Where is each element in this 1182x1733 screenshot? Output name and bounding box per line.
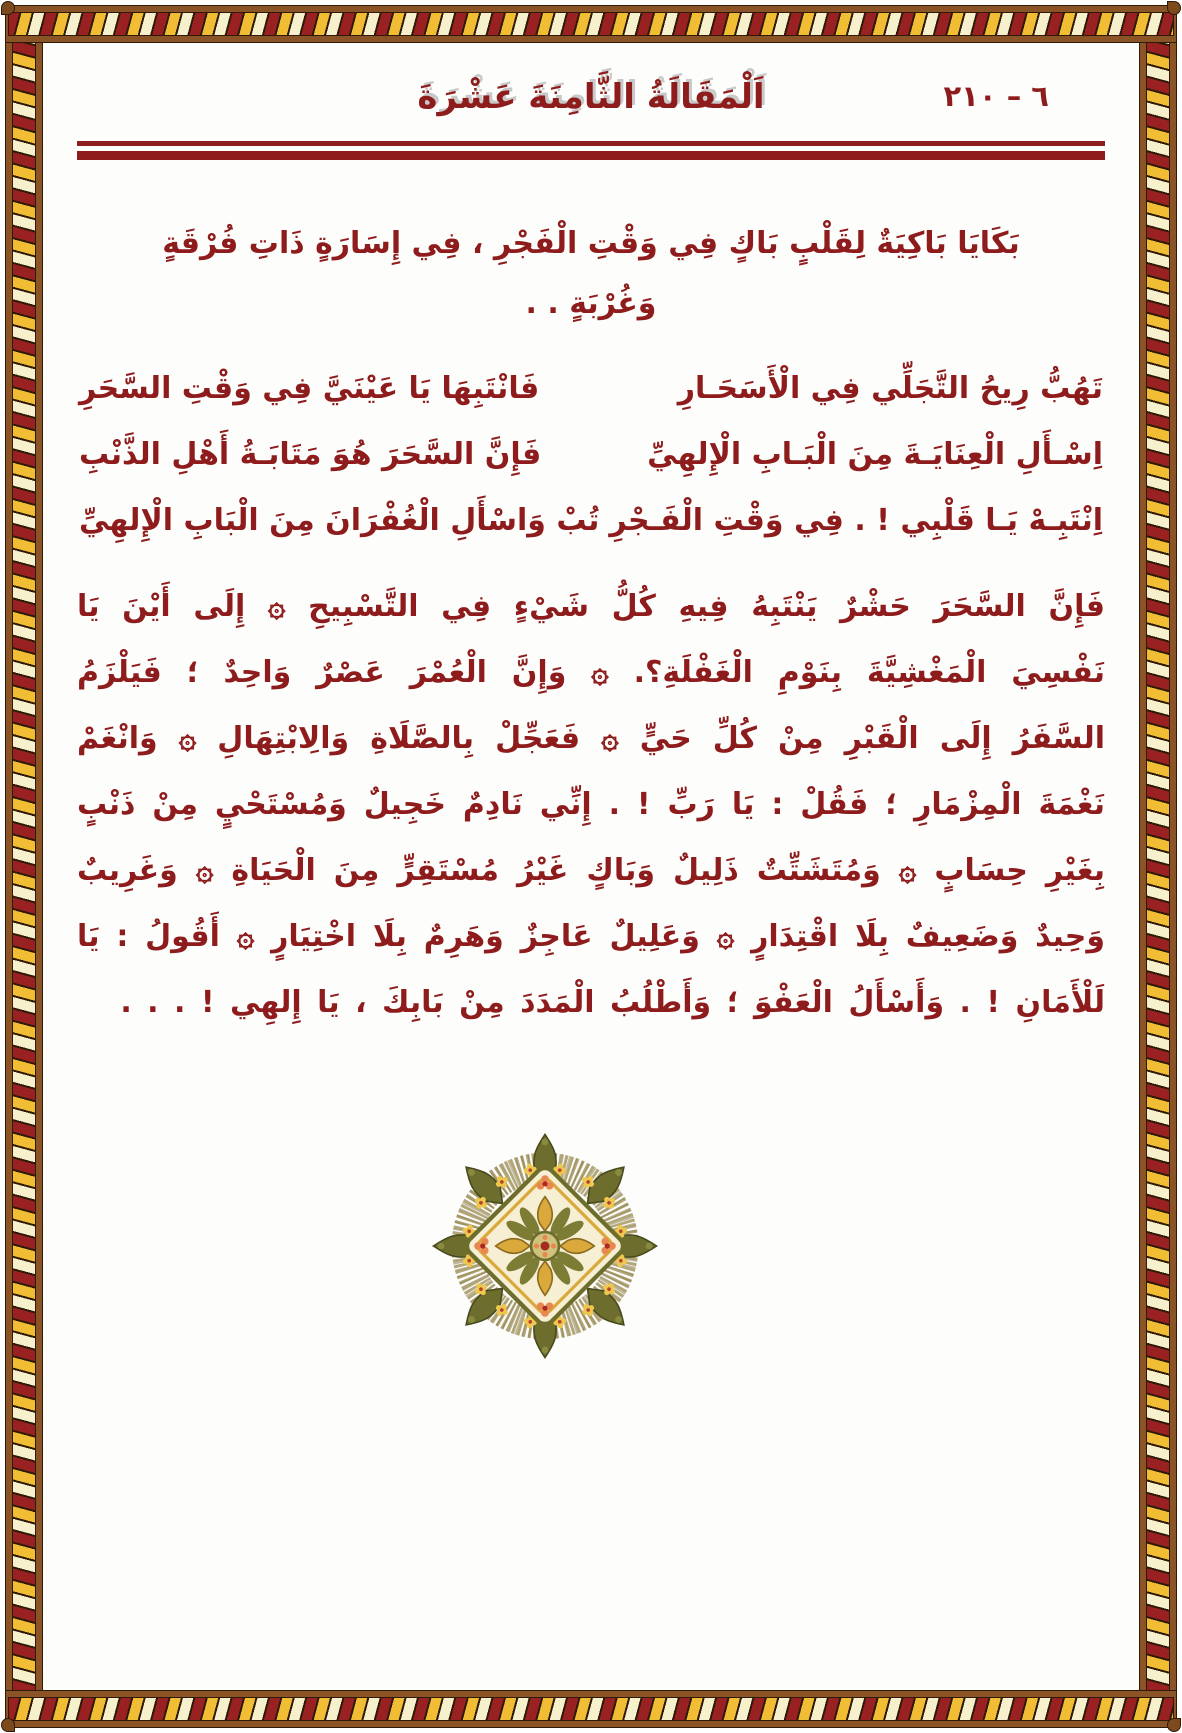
header-divider bbox=[77, 141, 1105, 160]
poem-block bbox=[75, 356, 1107, 554]
divider-rule-thick bbox=[77, 151, 1105, 160]
border-top bbox=[5, 5, 1177, 43]
opening-line: بَكَايَا بَاكِيَةٌ لِقَلْبٍ بَاكٍ فِي وَقْتِ الْفَجْرِ ، فِي إِسَارَةٍ ذَاتِ فُرْقَةٍ وَغُرْبَةٍ . . bbox=[162, 226, 1020, 321]
ornament-section bbox=[75, 1128, 1107, 1368]
page-number: ٦ – ٢١٠ bbox=[943, 79, 1049, 113]
corner-knob-icon bbox=[1167, 1, 1181, 15]
corner-knob-icon bbox=[1, 1, 15, 15]
page-title: اَلْمَقَالَةُ الثَّامِنَةَ عَشْرَةَ bbox=[417, 77, 765, 117]
hemistich-right: تَهُبُّ رِيحُ التَّجَلِّي فِي الْأَسَحَـارِ bbox=[677, 371, 1103, 406]
poem-verse bbox=[79, 488, 1103, 554]
border-left bbox=[5, 5, 43, 1728]
hemistich-right: اِسْـأَلِ الْعِنَايَـةَ مِنَ الْبَـابِ الْإِلهِيِّ bbox=[647, 437, 1103, 472]
corner-knob-icon bbox=[1, 1718, 15, 1732]
poem-verse bbox=[79, 356, 1103, 422]
page-body bbox=[43, 43, 1139, 1690]
hemistich-right: اِنْتَبِـهْ يَـا قَلْبِي ! . فِي وَقْتِ الْفَـجْرِ bbox=[609, 503, 1103, 538]
poem-verse bbox=[79, 422, 1103, 488]
hemistich-left: فَإِنَّ السَّحَرَ هُوَ مَتَابَـةُ أَهْلِ الذَّنْبِ bbox=[79, 437, 542, 472]
border-right bbox=[1139, 5, 1177, 1728]
corner-knob-icon bbox=[1167, 1718, 1181, 1732]
hemistich-left: تُبْ وَاسْأَلِ الْغُفْرَانَ مِنَ الْبَابِ الْإِلهِيِّ bbox=[79, 503, 600, 538]
rosette-ornament-icon bbox=[427, 1128, 663, 1364]
hemistich-left: فَانْتَبِهَا يَا عَيْنَيَّ فِي وَقْتِ السَّحَرِ bbox=[79, 371, 540, 406]
prose-paragraph: فَإِنَّ السَّحَرَ حَشْرٌ يَنْتَبِهُ فِيهِ كُلُّ شَيْءٍ فِي التَّسْبِيحِ ۞ إِلَى أَيْنَ يَا نَفْسِيَ الْمَغْشِيَّةَ بِنَوْمِ الْغَفْلَةِ؟. ۞ وَإِنَّ الْعُمْرَ عَصْرٌ وَاحِدٌ ؛ فَيَلْزَمُ السَّفَرُ إِلَى الْقَبْرِ مِنْ كُلِّ حَيٍّ ۞ فَعَجِّلْ بِالصَّلَاةِ وَالِابْتِهَالِ ۞ وَانْغَمْ نَغْمَةَ الْمِزْمَارِ ؛ فَقُلْ : يَا رَبِّ ! . إِنِّي نَادِمٌ خَجِيلٌ وَمُسْتَحْيٍ مِنْ ذَنْبٍ بِغَيْرِ حِسَابٍ ۞ وَمُتَشَتِّتٌ ذَلِيلٌ وَبَاكٍ غَيْرُ مُسْتَقِرٍّ مِنَ الْحَيَاةِ ۞ وَغَرِيبٌ وَحِيدٌ وَضَعِيفٌ بِلَا اقْتِدَارٍ ۞ وَعَلِيلٌ عَاجِزٌ وَهَرِمٌ بِلَا اخْتِيَارٍ ۞ أَقُولُ : يَا لَلْأَمَانِ ! . وَأَسْأَلُ الْعَفْوَ ؛ وَأَطْلُبُ الْمَدَدَ مِنْ بَابِكَ ، يَا إِلهِي ! . . . bbox=[77, 589, 1105, 1020]
border-bottom bbox=[5, 1690, 1177, 1728]
page-header bbox=[75, 69, 1107, 125]
